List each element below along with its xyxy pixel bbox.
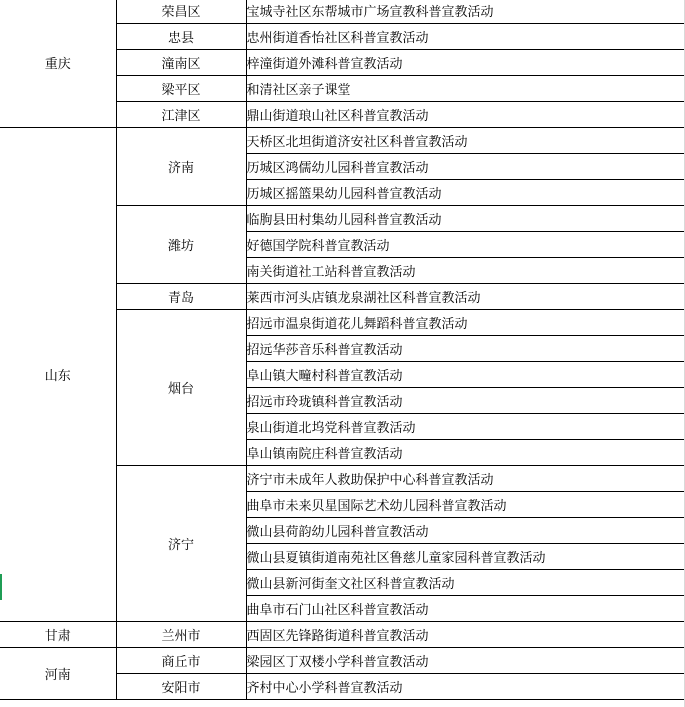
- city-cell[interactable]: 烟台: [116, 310, 246, 466]
- city-cell[interactable]: 青岛: [116, 284, 246, 310]
- activity-cell[interactable]: 曲阜市未来贝星国际艺术幼儿园科普宣教活动: [246, 492, 685, 518]
- activity-cell[interactable]: 招远市玲珑镇科普宣教活动: [246, 388, 685, 414]
- province-cell[interactable]: 河南: [0, 648, 116, 700]
- city-cell[interactable]: 安阳市: [116, 674, 246, 700]
- city-cell[interactable]: 江津区: [116, 102, 246, 128]
- activity-cell[interactable]: 历城区摇篮果幼儿园科普宣教活动: [246, 180, 685, 206]
- activity-cell[interactable]: 天桥区北坦街道济安社区科普宣教活动: [246, 128, 685, 154]
- table-row: [0, 128, 685, 154]
- activity-cell[interactable]: 泉山街道北坞党科普宣教活动: [246, 414, 685, 440]
- activity-cell[interactable]: 济宁市未成年人救助保护中心科普宣教活动: [246, 466, 685, 492]
- activity-cell[interactable]: 好德国学院科普宣教活动: [246, 232, 685, 258]
- city-cell[interactable]: 梁平区: [116, 76, 246, 102]
- activity-cell[interactable]: 招远华莎音乐科普宣教活动: [246, 336, 685, 362]
- city-cell[interactable]: 济南: [116, 128, 246, 206]
- city-cell[interactable]: 济宁: [116, 466, 246, 622]
- province-cell[interactable]: 甘肃: [0, 622, 116, 648]
- table-row: [0, 648, 685, 674]
- activity-cell[interactable]: 西固区先锋路街道科普宣教活动: [246, 622, 685, 648]
- activity-cell[interactable]: 梓潼街道外滩科普宣教活动: [246, 50, 685, 76]
- activity-cell[interactable]: 阜山镇大疃村科普宣教活动: [246, 362, 685, 388]
- activity-cell[interactable]: 齐村中心小学科普宣教活动: [246, 674, 685, 700]
- table-row: [0, 622, 685, 648]
- activity-cell[interactable]: 鼎山街道琅山社区科普宣教活动: [246, 102, 685, 128]
- activity-cell[interactable]: 曲阜市石门山社区科普宣教活动: [246, 596, 685, 622]
- province-cell[interactable]: 山东: [0, 128, 116, 622]
- activity-cell[interactable]: 招远市温泉街道花儿舞蹈科普宣教活动: [246, 310, 685, 336]
- activity-cell[interactable]: 梁园区丁双楼小学科普宣教活动: [246, 648, 685, 674]
- activity-cell[interactable]: 忠州街道香怡社区科普宣教活动: [246, 24, 685, 50]
- activity-cell[interactable]: 宝城寺社区东帮城市广场宣教科普宣教活动: [246, 0, 685, 24]
- activity-cell[interactable]: 莱西市河头店镇龙泉湖社区科普宣教活动: [246, 284, 685, 310]
- activity-cell[interactable]: 阜山镇南院庄科普宣教活动: [246, 440, 685, 466]
- city-cell[interactable]: 潍坊: [116, 206, 246, 284]
- activity-cell[interactable]: 和清社区亲子课堂: [246, 76, 685, 102]
- city-cell[interactable]: 兰州市: [116, 622, 246, 648]
- activity-cell[interactable]: 历城区鸿儒幼儿园科普宣教活动: [246, 154, 685, 180]
- city-cell[interactable]: 荣昌区: [116, 0, 246, 24]
- table-row: [0, 0, 685, 24]
- activity-cell[interactable]: 南关街道社工站科普宣教活动: [246, 258, 685, 284]
- activity-cell[interactable]: 临朐县田村集幼儿园科普宣教活动: [246, 206, 685, 232]
- activity-cell[interactable]: 微山县夏镇街道南苑社区鲁慈儿童家园科普宣教活动: [246, 544, 685, 570]
- city-cell[interactable]: 潼南区: [116, 50, 246, 76]
- activity-cell[interactable]: 微山县新河街奎文社区科普宣教活动: [246, 570, 685, 596]
- row-selection-marker: [0, 574, 2, 600]
- activity-cell[interactable]: 微山县荷韵幼儿园科普宣教活动: [246, 518, 685, 544]
- province-cell[interactable]: 重庆: [0, 0, 116, 128]
- city-cell[interactable]: 商丘市: [116, 648, 246, 674]
- city-cell[interactable]: 忠县: [116, 24, 246, 50]
